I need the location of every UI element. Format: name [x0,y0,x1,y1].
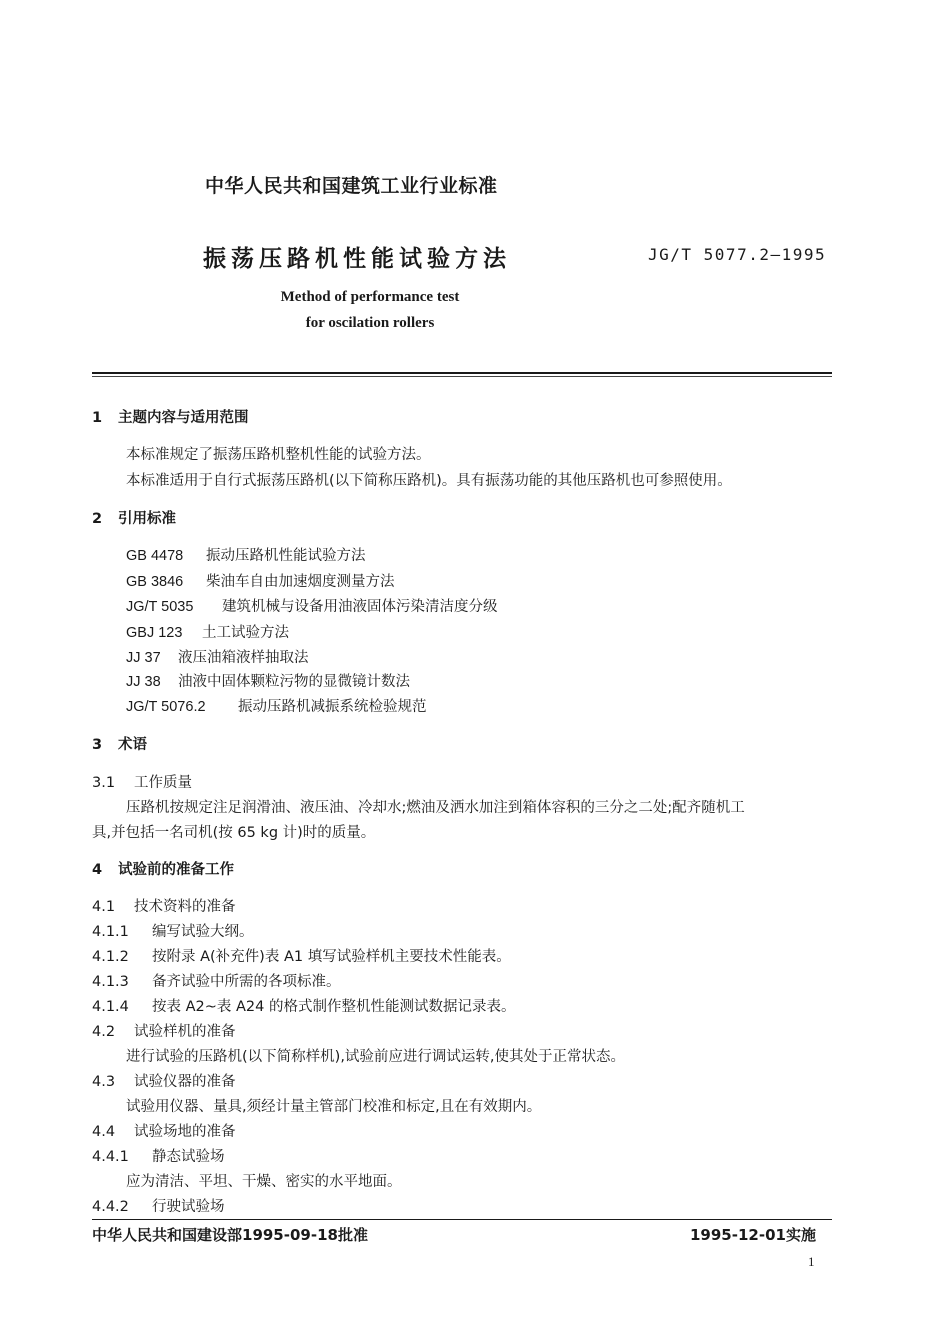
paragraph: 本标准规定了振荡压路机整机性能的试验方法。 [126,447,431,463]
reference-code: JG/T 5035 [126,599,194,615]
clause-number: 4.3 [92,1074,116,1090]
clause-item [92,970,341,991]
section-title: 主题内容与适用范围 [118,410,249,426]
paragraph: 进行试验的压路机(以下简称样机),试验前应进行调试运转,使其处于正常状态。 [126,1049,626,1065]
clause-item [92,1070,236,1091]
english-title-line1: Method of performance test [280,289,460,305]
standard-category: 中华人民共和国建筑工业行业标准 [205,175,498,197]
section-4-heading [92,858,234,879]
english-title-line2: for oscilation rollers [305,315,435,331]
clause-number: 4.4.1 [92,1149,129,1165]
clause-item [92,1195,225,1216]
clause-text: 试验样机的准备 [134,1024,236,1040]
clause-item [92,995,516,1016]
page-number: 1 [808,1254,815,1269]
footer-divider [92,1219,832,1220]
clause-number: 4.1.1 [92,924,129,940]
section-3-heading [92,733,147,754]
reference-title: 柴油车自由加速烟度测量方法 [206,574,395,590]
clause-item [92,920,254,941]
header-divider [92,372,832,374]
paragraph: 试验用仪器、量具,须经计量主管部门校准和标定,且在有效期内。 [126,1099,542,1115]
reference-item [126,544,366,565]
clause-text: 按表 A2~表 A24 的格式制作整机性能测试数据记录表。 [152,999,516,1015]
reference-item [126,570,395,591]
reference-title: 振动压路机减振系统检验规范 [238,699,427,715]
reference-title: 土工试验方法 [202,625,289,641]
header-divider-thin [92,376,832,377]
clause-text: 行驶试验场 [152,1199,225,1215]
section-1-heading [92,406,249,427]
clause-text: 静态试验场 [152,1149,225,1165]
reference-title: 油液中固体颗粒污物的显微镜计数法 [178,674,410,690]
section-2-heading [92,507,176,528]
reference-code: JJ 37 [126,650,161,666]
reference-title: 液压油箱液样抽取法 [178,650,309,666]
subsection-3-1 [92,771,192,792]
clause-text: 备齐试验中所需的各项标准。 [152,974,341,990]
clause-number: 4.1 [92,899,116,915]
reference-item [126,695,427,716]
clause-text: 按附录 A(补充件)表 A1 填写试验样机主要技术性能表。 [152,949,511,965]
clause-number: 4.1.3 [92,974,129,990]
section-number: 3 [92,737,103,753]
subsection-number: 3.1 [92,775,116,791]
reference-code: GB 4478 [126,548,184,564]
reference-code: JJ 38 [126,674,161,690]
reference-code: GB 3846 [126,574,184,590]
clause-text: 试验场地的准备 [134,1124,236,1140]
subsection-title: 工作质量 [134,775,192,791]
section-title: 术语 [118,737,147,753]
section-title: 试验前的准备工作 [118,862,234,878]
standard-code: JG/T 5077.2—1995 [648,245,827,264]
section-number: 2 [92,511,103,527]
section-number: 4 [92,862,103,878]
paragraph: 应为清洁、平坦、干燥、密实的水平地面。 [126,1174,402,1190]
document-title: 振荡压路机性能试验方法 [203,246,511,272]
reference-item [126,670,410,691]
clause-text: 编写试验大纲。 [152,924,254,940]
clause-number: 4.1.4 [92,999,129,1015]
section-number: 1 [92,410,103,426]
approval-notice: 中华人民共和国建设部1995-09-18批准 [92,1226,368,1244]
clause-text: 技术资料的准备 [134,899,236,915]
clause-item [92,1120,236,1141]
clause-item [92,1020,236,1041]
clause-item [92,945,511,966]
reference-title: 建筑机械与设备用油液固体污染清洁度分级 [222,599,498,615]
reference-item [126,595,498,616]
clause-number: 4.4.2 [92,1199,129,1215]
paragraph: 压路机按规定注足润滑油、液压油、冷却水;燃油及洒水加注到箱体容积的三分之二处;配齐随机工 [126,800,745,816]
reference-item [126,621,289,642]
clause-number: 4.4 [92,1124,116,1140]
clause-number: 4.1.2 [92,949,129,965]
reference-code: JG/T 5076.2 [126,699,206,715]
clause-text: 试验仪器的准备 [134,1074,236,1090]
clause-item [92,895,236,916]
clause-item [92,1145,225,1166]
clause-number: 4.2 [92,1024,116,1040]
reference-title: 振动压路机性能试验方法 [206,548,366,564]
reference-item [126,646,309,667]
implementation-date: 1995-12-01实施 [690,1226,816,1244]
section-title: 引用标准 [118,511,176,527]
reference-code: GBJ 123 [126,625,183,641]
paragraph: 本标准适用于自行式振荡压路机(以下简称压路机)。具有振荡功能的其他压路机也可参照使用。 [126,473,732,489]
paragraph-continuation: 具,并包括一名司机(按 65 kg 计)时的质量。 [92,825,376,841]
